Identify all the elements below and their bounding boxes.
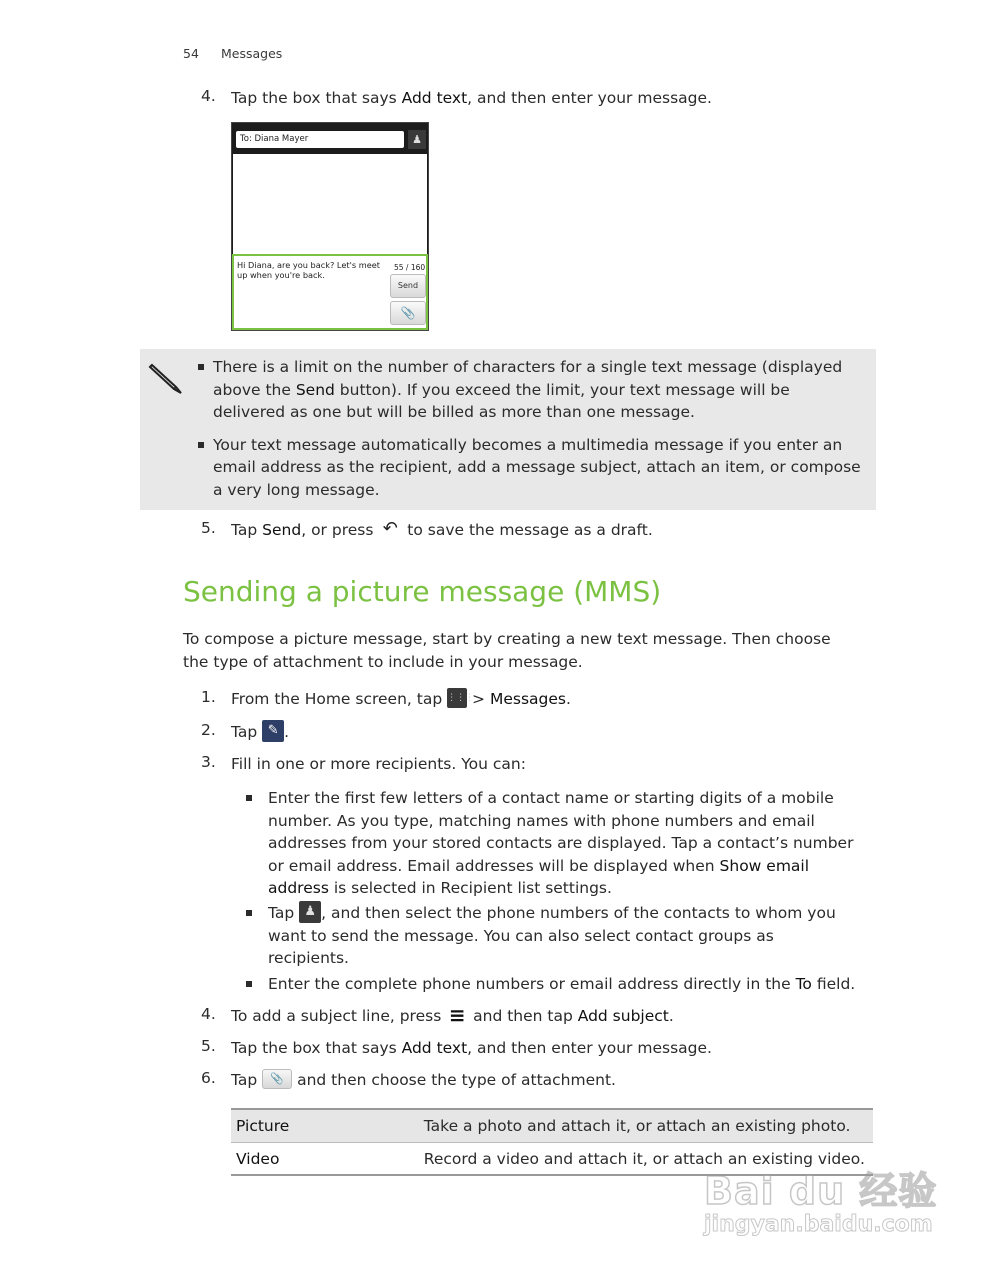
sub-bullet-line: recipients. bbox=[268, 949, 349, 967]
address-term: address bbox=[268, 879, 329, 897]
add-subject-term: Add subject bbox=[577, 1007, 669, 1025]
note-bullet-2-line: Your text message automatically becomes a multimedia message if you enter an bbox=[213, 436, 843, 454]
note-bullet-1-line: There is a limit on the number of characters for a single text message (displayed bbox=[213, 358, 843, 376]
watermark-brand: Bai du 经验 bbox=[704, 1169, 938, 1213]
pencil-icon bbox=[148, 359, 184, 395]
person-icon[interactable]: ♟ bbox=[408, 130, 426, 149]
step-number: 5. bbox=[201, 519, 216, 537]
attachment-description: Record a video and attach it, or attach an existing video. bbox=[419, 1142, 873, 1175]
step-number: 1. bbox=[201, 688, 216, 706]
table-row bbox=[231, 1109, 873, 1142]
char-counter: 55 / 160 bbox=[394, 263, 426, 272]
sub-bullet-line: Enter the first few letters of a contact name or starting digits of a mobile bbox=[268, 789, 834, 807]
sub-bullet-line: address is selected in Recipient list settings. bbox=[268, 879, 612, 897]
show-email-term: Show email bbox=[719, 857, 810, 875]
attachment-type: Picture bbox=[231, 1109, 419, 1142]
sub-bullet-line: number. As you type, matching names with phone numbers and email bbox=[268, 812, 815, 830]
baidu-watermark bbox=[700, 1150, 940, 1260]
step-text: Tap 📎 and then choose the type of attachment. bbox=[231, 1069, 616, 1092]
note-bullet-1-line: above the Send button). If you exceed the limit, your text message will be bbox=[213, 381, 790, 399]
attachment-type: Video bbox=[231, 1142, 419, 1175]
compose-pen-icon: ✎ bbox=[262, 720, 284, 742]
to-term: To bbox=[795, 975, 812, 993]
compose-box[interactable] bbox=[232, 254, 428, 330]
bullet-marker bbox=[246, 795, 252, 801]
step-number: 5. bbox=[201, 1037, 216, 1055]
paperclip-icon: 📎 bbox=[262, 1069, 292, 1089]
bullet-marker bbox=[198, 442, 204, 448]
step-number: 2. bbox=[201, 721, 216, 739]
sub-bullet-line: Enter the complete phone numbers or email address directly in the To field. bbox=[268, 975, 856, 993]
step-text: From the Home screen, tap ⋮⋮⋮ > Messages. bbox=[231, 688, 571, 711]
send-term: Send bbox=[262, 521, 302, 539]
watermark-url: jingyan.baidu.com bbox=[704, 1212, 933, 1237]
step-number: 4. bbox=[201, 1005, 216, 1023]
step-text: Tap ✎ . bbox=[231, 721, 289, 744]
section-title: Messages bbox=[221, 46, 283, 61]
menu-icon: ≡ bbox=[448, 1002, 466, 1027]
add-text-term: Add text bbox=[401, 89, 468, 107]
sub-bullet-line: or email address. Email addresses will be displayed when Show email bbox=[268, 857, 810, 875]
section-heading: Sending a picture message (MMS) bbox=[183, 575, 662, 608]
step-text: Tap the box that says Add text, and then enter your message. bbox=[231, 89, 712, 107]
step-number: 6. bbox=[201, 1069, 216, 1087]
step-text: Tap the box that says Add text, and then enter your message. bbox=[231, 1039, 712, 1057]
note-bullet-2-line: a very long message. bbox=[213, 481, 380, 499]
intro-line: the type of attachment to include in your message. bbox=[183, 653, 583, 671]
page-number: 54 bbox=[183, 46, 199, 61]
messages-term: Messages bbox=[489, 690, 566, 708]
back-arrow-icon: ↶ bbox=[382, 517, 398, 539]
contact-picker-icon: ♟ bbox=[299, 901, 321, 923]
sub-bullet-line: Tap ♟ , and then select the phone numbers of the contacts to whom you bbox=[268, 902, 836, 925]
message-text: Hi Diana, are you back? Let's meet up when you're back. bbox=[237, 260, 380, 280]
add-text-term: Add text bbox=[401, 1039, 468, 1057]
step-number: 3. bbox=[201, 753, 216, 771]
intro-line: To compose a picture message, start by creating a new text message. Then choose bbox=[183, 630, 831, 648]
step-text: Tap Send, or press ↶ to save the message as a draft. bbox=[231, 517, 653, 539]
note-bullet-2-line: email address as the recipient, add a message subject, attach an item, or compose bbox=[213, 458, 861, 476]
phone-screenshot bbox=[231, 122, 429, 331]
bullet-marker bbox=[198, 364, 204, 370]
conversation-area bbox=[233, 154, 427, 254]
note-bullet-1-line: delivered as one but will be billed as more than one message. bbox=[213, 403, 695, 421]
attachment-description: Take a photo and attach it, or attach an existing photo. bbox=[419, 1109, 873, 1142]
paperclip-icon[interactable]: 📎 bbox=[390, 301, 426, 325]
sub-bullet-line: want to send the message. You can also select contact groups as bbox=[268, 927, 774, 945]
send-term: Send bbox=[295, 381, 335, 399]
bullet-marker bbox=[246, 981, 252, 987]
step-text: Fill in one or more recipients. You can: bbox=[231, 755, 526, 773]
step-text: To add a subject line, press ≡ and then tap Add subject. bbox=[231, 1002, 674, 1027]
to-field[interactable]: To: Diana Mayer bbox=[236, 131, 404, 148]
bullet-marker bbox=[246, 910, 252, 916]
all-apps-icon: ⋮⋮⋮ bbox=[447, 688, 467, 708]
step-number: 4. bbox=[201, 87, 216, 105]
sub-bullet-line: addresses from your stored contacts are displayed. Tap a contact’s number bbox=[268, 834, 854, 852]
send-button[interactable]: Send bbox=[390, 274, 426, 298]
